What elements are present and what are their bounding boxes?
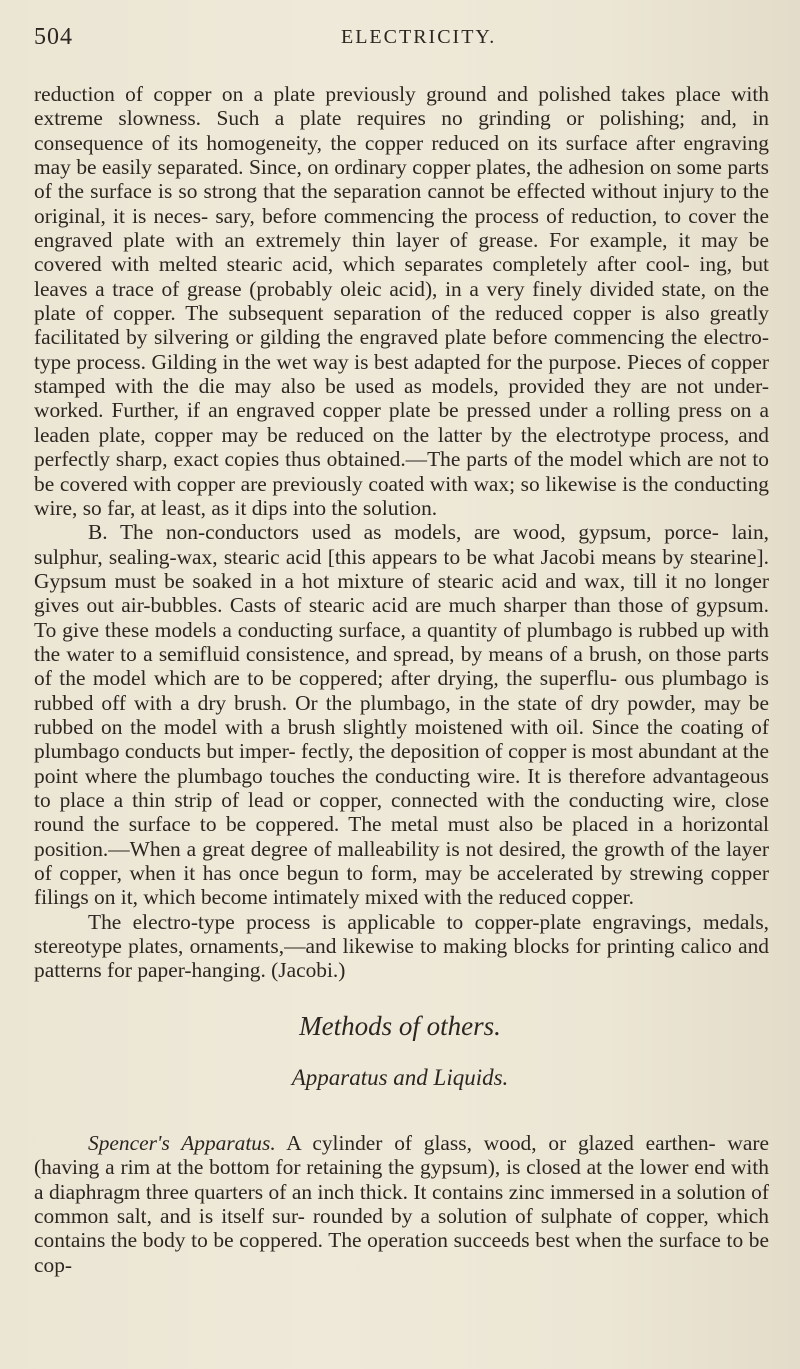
paragraph-non-conductors: B. The non-conductors used as models, are wood, gypsum, porce- lain, sulphur, sealing-wax, stearic acid [this appears to be what Jacobi means by stearine]. Gypsum must be soaked in a hot mixture of stearic acid and wax, till it no longer gives out air-bubbles. Casts of stearic acid are much sharper than those of gypsum. To give these models a conducting surface, a quantity of plumbago is rubbed up with the water to a semifluid consistence, and spread, by means of a brush, on those parts of the model which are to be coppered; after drying, the superflu- ous plumbago is rubbed off with a dry brush. Or the plumbago, in the state of dry powder, may be rubbed on the model with a brush slightly moistened with oil. Since the coating of plumbago conducts but imper- fectly, the deposition of copper is most abundant at the point where the plumbago touches the conducting wire. It is therefore advantageous to place a thin strip of lead or copper, connected with the conducting wire, close round the surface to be coppered. The metal must also be placed in a horizontal position.—When a great degree of malleability is not desired, the growth of the layer of copper, when it has once begun to form, may be accelerated by strewing copper filings on it, which become intimately mixed with the reduced copper. <box>34 520 769 910</box>
paragraph-continuation: reduction of copper on a plate previously ground and polished takes place with extreme slowness. Such a plate requires no grinding or polishing; and, in consequence of its homogeneity, the copper reduced on its surface after engraving may be easily separated. Since, on ordinary copper plates, the adhesion on some parts of the surface is so strong that the separation cannot be effected without injury to the original, it is neces- sary, before commencing the process of reduction, to cover the engraved plate with an extremely thin layer of grease. For example, it may be covered with melted stearic acid, which separates completely after cool- ing, but leaves a trace of grease (probably oleic acid), in a very finely divided state, on the plate of copper. The subsequent separation of the reduced copper is also greatly facilitated by silvering or gilding the engraved plate before commencing the electro-type process. Gilding in the wet way is best adapted for the purpose. Pieces of copper stamped with the die may also be used as models, provided they are not under- worked. Further, if an engraved copper plate be pressed under a rolling press on a leaden plate, copper may be reduced on the latter by the electrotype process, and perfectly sharp, exact copies thus obtained.—The parts of the model which are not to be covered with copper are previously coated with wax; so likewise is the conducting wire, so far, at least, as it dips into the solution. <box>34 82 769 520</box>
page-header <box>34 24 760 64</box>
section-heading: Methods of others. <box>299 1011 501 1041</box>
paragraph-spencer <box>34 1131 769 1277</box>
page-number: 504 <box>34 24 73 50</box>
running-head: ELECTRICITY. <box>341 26 497 48</box>
run-in-heading: Spencer's Apparatus. <box>88 1131 276 1155</box>
spencer-apparatus-paragraph <box>34 1131 769 1277</box>
paragraph-applications: The electro-type process is applicable to copper-plate engravings, medals, stereotype plates, ornaments,—and likewise to making blocks for printing calico and patterns for paper-hanging. (Jacobi.) <box>34 909 769 983</box>
subsection-heading: Apparatus and Liquids. <box>291 1065 509 1090</box>
body-text <box>34 82 769 983</box>
paragraph-spencer-text: A cylinder of glass, wood, or glazed earthen- ware (having a rim at the bottom for retaining the gypsum), is closed at the lower end with a diaphragm three quarters of an inch thick. It contains zinc immersed in a solution of common salt, and is itself sur- rounded by a solution of sulphate of copper, which contains the body to be coppered. The operation succeeds best when the surface to be cop- <box>34 1131 769 1277</box>
